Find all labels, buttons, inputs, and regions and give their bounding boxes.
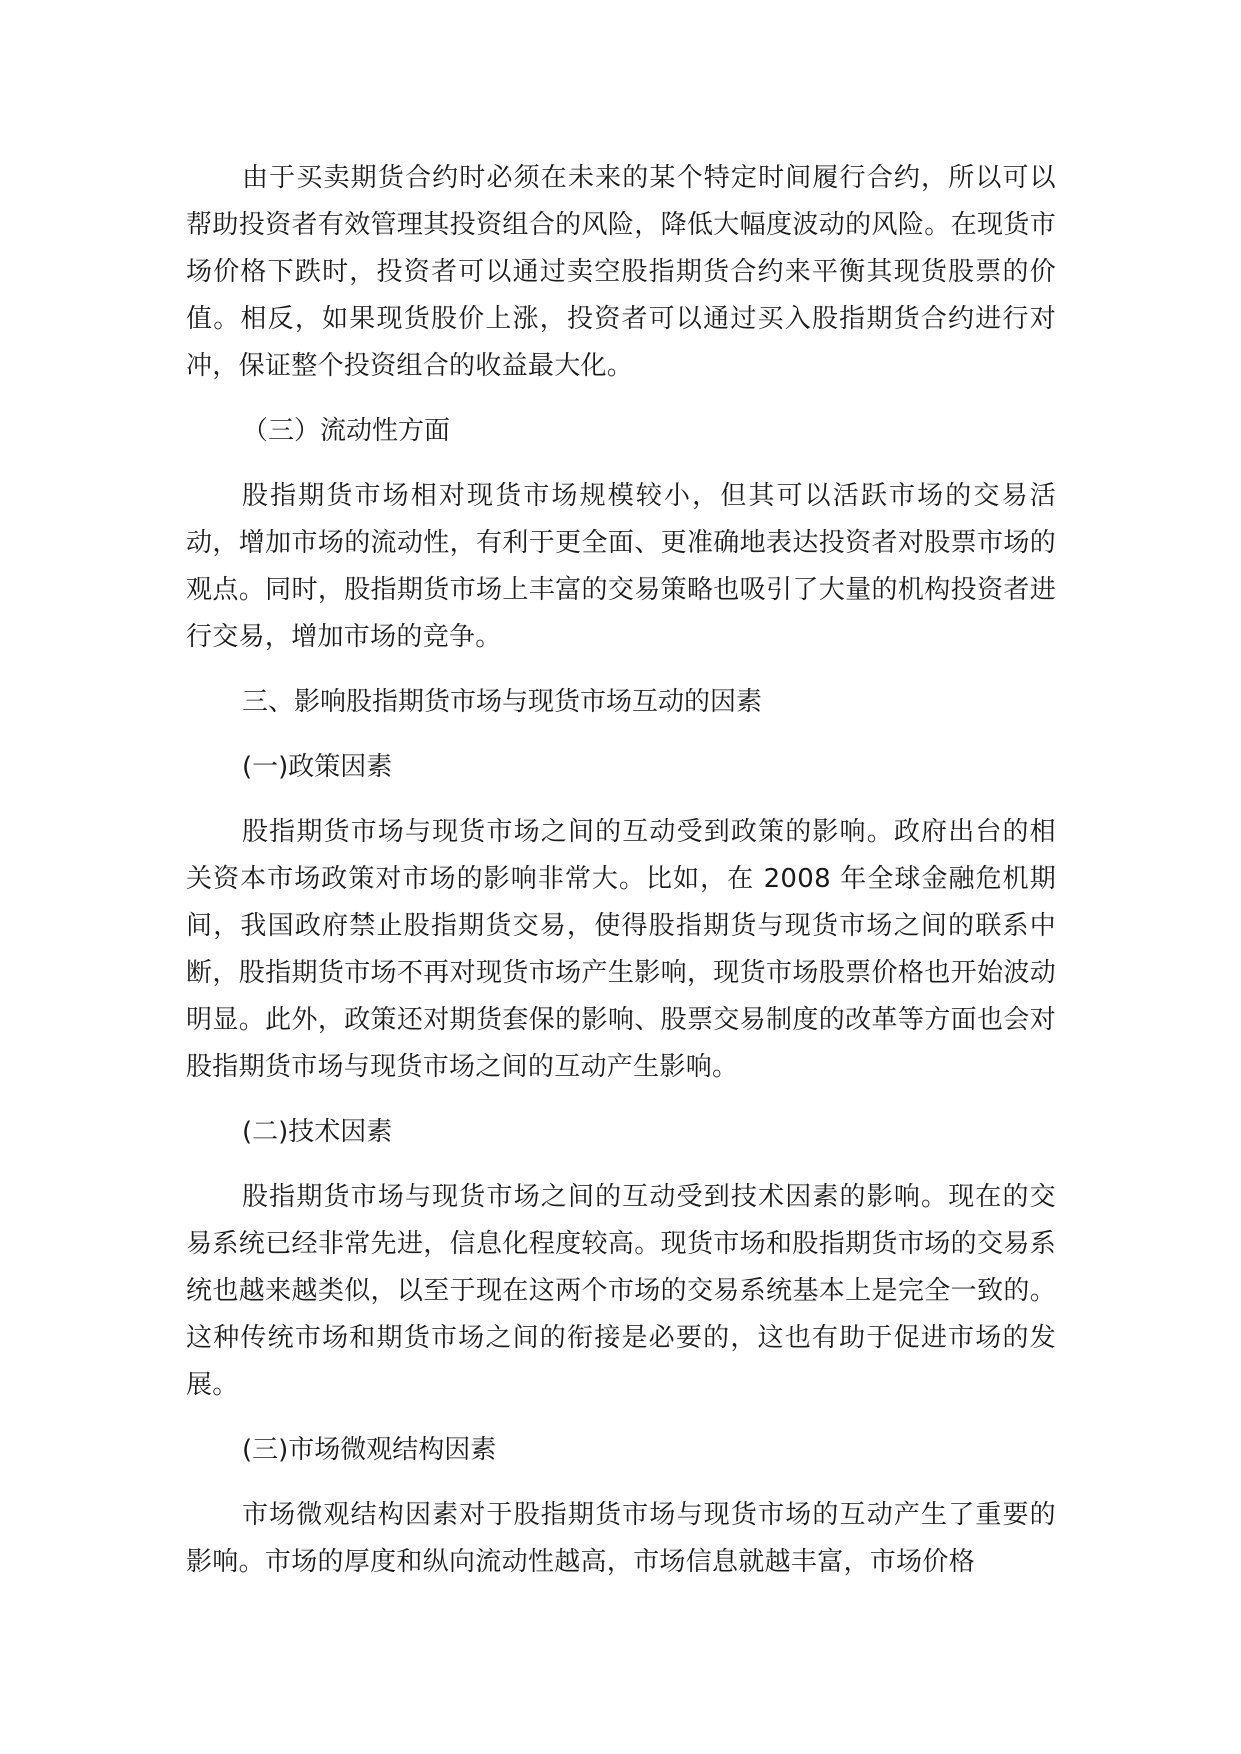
paragraph-liquidity: 股指期货市场相对现货市场规模较小，但其可以活跃市场的交易活动，增加市场的流动性，有利于更全面、更准确地表达投资者对股票市场的观点。同时，股指期货市场上丰富的交易策略也吸引了大量的机构投资者进行交易，增加市场的竞争。 <box>186 481 1056 652</box>
section-heading-factors: 三、影响股指期货市场与现货市场互动的因素 <box>242 687 763 717</box>
paragraph-hedging: 由于买卖期货合约时必须在未来的某个特定时间履行合约，所以可以帮助投资者有效管理其投资组合的风险，降低大幅度波动的风险。在现货市场价格下跌时，投资者可以通过卖空股指期货合约来平衡其现货股票的价值。相反，如果现货股价上涨，投资者可以通过买入股指期货合约进行对冲，保证整个投资组合的收益最大化。 <box>186 163 1056 381</box>
heading-liquidity: （三）流动性方面 <box>242 416 451 446</box>
paragraph-policy-factors: 股指期货市场与现货市场之间的互动受到政策的影响。政府出台的相关资本市场政策对市场的影响非常大。比如，在 2008 年全球金融危机期间，我国政府禁止股指期货交易，使得股指期货与现货市场之间的联系中断，股指期货市场不再对现货市场产生影响，现货市场股票价格也开始波动明显。此外，政策还对期货套保的影响、股票交易制度的改革等方面也会对股指期货市场与现货市场之间的互动产生影响。 <box>186 817 1056 1082</box>
paragraph-microstructure-factors: 市场微观结构因素对于股指期货市场与现货市场的互动产生了重要的影响。市场的厚度和纵向流动性越高，市场信息就越丰富，市场价格 <box>186 1500 1056 1577</box>
heading-policy-factors: (一)政策因素 <box>242 752 393 782</box>
paragraph-technical-factors: 股指期货市场与现货市场之间的互动受到技术因素的影响。现在的交易系统已经非常先进，信息化程度较高。现货市场和股指期货市场的交易系统也越来越类似，以至于现在这两个市场的交易系统基本上是完全一致的。这种传统市场和期货市场之间的衔接是必要的，这也有助于促进市场的发展。 <box>186 1182 1056 1400</box>
heading-technical-factors: (二)技术因素 <box>242 1117 393 1147</box>
heading-microstructure-factors: (三)市场微观结构因素 <box>242 1435 497 1465</box>
document-page <box>186 155 1056 1586</box>
